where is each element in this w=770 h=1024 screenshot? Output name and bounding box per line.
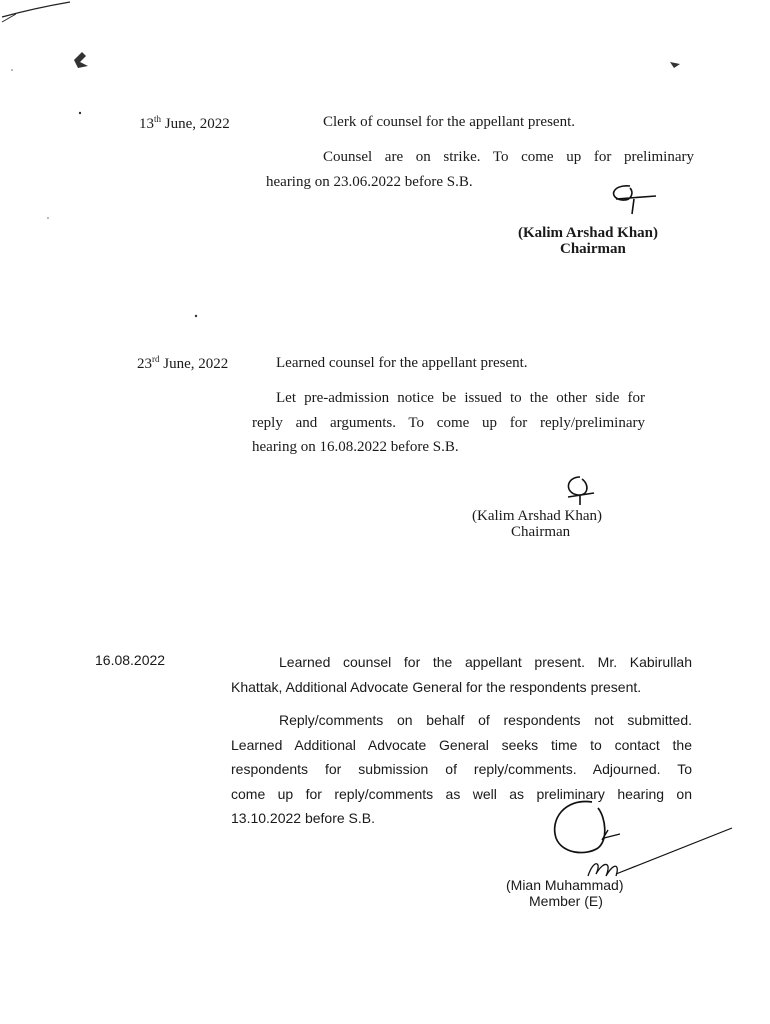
entry-3-signatory-title: Member (E) — [529, 893, 603, 909]
entry-3-date: 16.08.2022 — [95, 652, 166, 668]
entry-3-para2-line4: come up for reply/comments as well as preliminary hearing on — [231, 785, 692, 802]
entry-2-para1: Learned counsel for the appellant present. — [276, 355, 528, 371]
entry-1-date-suffix: th — [154, 114, 162, 124]
entry-2-signatory-title: Chairman — [511, 524, 571, 540]
entry-2-date-day: 23 — [137, 356, 152, 372]
entry-2-signature-icon — [562, 473, 602, 507]
entry-3-para2-line2: Learned Additional Advocate General seeks time to contact the — [231, 736, 692, 753]
entry-2-signatory-name: (Kalim Arshad Khan) — [472, 508, 602, 524]
entry-1-signatory-name: (Kalim Arshad Khan) — [518, 225, 659, 241]
entry-2-date-rest: June, 2022 — [159, 356, 229, 372]
entry-1-date — [139, 116, 230, 133]
entry-3-signature-icon — [546, 798, 736, 882]
entry-1-signature-icon — [604, 182, 660, 216]
entry-3-signatory-name: (Mian Muhammad) — [506, 877, 624, 893]
entry-2-date — [137, 356, 228, 373]
entry-2-para2-line3: hearing on 16.08.2022 before S.B. — [252, 439, 459, 455]
entry-3-para2-line1: Reply/comments on behalf of respondents not submitted. — [279, 712, 692, 728]
entry-1-para1: Clerk of counsel for the appellant present. — [323, 114, 575, 130]
entry-1-date-day: 13 — [139, 116, 154, 132]
entry-3-para2-line5: 13.10.2022 before S.B. — [231, 810, 375, 826]
entry-3-para1-line1: Learned counsel for the appellant present. Mr. Kabirullah — [279, 654, 692, 670]
entry-2-para2-line2: reply and arguments. To come up for reply/preliminary — [252, 414, 645, 431]
entry-1-date-rest: June, 2022 — [161, 116, 230, 132]
entry-2-para2 — [252, 386, 645, 460]
entry-2-para2-line1: Let pre-admission notice be issued to the other side for — [276, 390, 645, 406]
entry-1-para2-line1: Counsel are on strike. To come up for preliminary — [323, 149, 694, 165]
entry-1-signatory-title: Chairman — [560, 241, 626, 257]
entry-2-date-suffix: rd — [152, 354, 160, 364]
entry-3-para1-line2: Khattak, Additional Advocate General for the respondents present. — [231, 678, 642, 695]
entry-3-para1 — [231, 650, 692, 699]
entry-1-para2-line2: hearing on 23.06.2022 before S.B. — [266, 173, 473, 190]
entry-3-para2-line3: respondents for submission of reply/comments. Adjourned. To — [231, 761, 692, 777]
